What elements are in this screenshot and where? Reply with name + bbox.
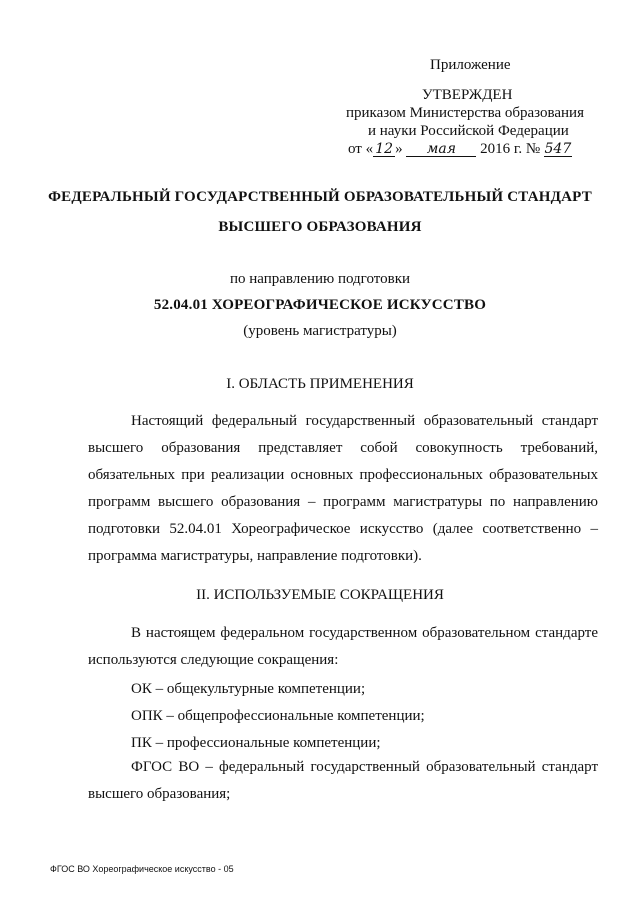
doc-title-line-1: ФЕДЕРАЛЬНЫЙ ГОСУДАРСТВЕННЫЙ ОБРАЗОВАТЕЛЬНЫЙ СТАНДАРТ [48,189,592,205]
order-date-line [330,140,600,158]
approval-block [330,56,600,158]
section-2-intro [88,620,598,674]
order-line-2: и науки Российской Федерации [368,123,569,139]
order-line-1: приказом Министерства образования [346,105,584,121]
page-footer: ФГОС ВО Хореографическое искусство - 05 [50,864,234,874]
abbrev-item-pk: ПК – профессиональные компетенции; [131,735,381,751]
approved-label: УТВЕРЖДЕН [422,87,513,103]
direction-code-name: 52.04.01 ХОРЕОГРАФИЧЕСКОЕ ИСКУССТВО [153,297,487,313]
date-year: 2016 г. № [480,141,541,157]
date-prefix: от « [348,141,374,157]
level-label: (уровень магистратуры) [243,323,397,339]
section-2-intro-text: В настоящем федеральном государственном образовательном стандарте используются следующие сокращения: [88,625,598,668]
section-1-paragraph [88,408,598,570]
section-1-text: Настоящий федеральный государственный образовательный стандарт высшего образования представляет собой совокупность требований, обязательных при реализации основных профессиональных образовательных программ высшего образования – программ магистратуры по направлению подготовки 52.04.01 Хореографическое искусство (далее соответственно – программа магистратуры, направление подготовки). [88,413,598,564]
abbrev-item-opk: ОПК – общепрофессиональные компетенции; [131,708,425,724]
abbrev-item-ok: ОК – общекультурные компетенции; [131,681,366,697]
date-month: мая [406,142,476,157]
direction-label: по направлению подготовки [229,271,411,287]
date-day: 12 [373,142,395,157]
order-number: 547 [544,141,572,157]
appendix-label: Приложение [430,57,511,73]
section-2-heading: II. ИСПОЛЬЗУЕМЫЕ СОКРАЩЕНИЯ [196,587,444,603]
doc-title-line-2: ВЫСШЕГО ОБРАЗОВАНИЯ [218,219,422,235]
date-mid: » [395,141,403,157]
section-1-heading: I. ОБЛАСТЬ ПРИМЕНЕНИЯ [226,376,414,392]
abbrev-item-fgos-text: ФГОС ВО – федеральный государственный образовательный стандарт высшего образования; [88,759,598,802]
abbrev-item-fgos [88,754,598,808]
